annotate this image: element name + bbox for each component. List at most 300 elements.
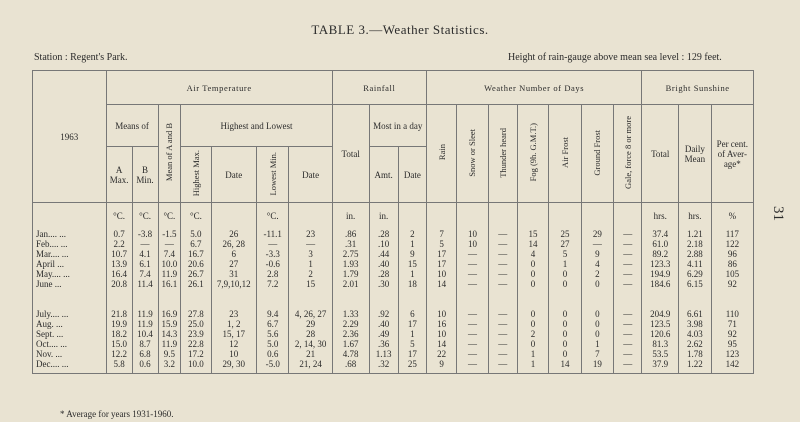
data-cell: 9 [426,359,456,369]
data-cell: 25 [398,359,426,369]
month-label: Dec.... ... [33,359,107,369]
month-row [33,339,754,349]
data-cell: .92 [369,309,398,319]
station-label: Station : Regent's Park. [34,52,128,63]
data-cell: 96 [711,249,753,259]
data-cell: — [488,229,517,239]
spacer-cell [181,369,211,374]
fog-header: Fog (9h. G.M.T.) [517,105,548,203]
month-row [33,359,754,369]
data-cell: 27.8 [181,309,211,319]
data-cell: 0.7 [106,229,132,239]
data-cell: 95 [711,339,753,349]
data-cell: 7.4 [158,249,181,259]
data-cell: 0 [581,319,613,329]
month-row [33,259,754,269]
mean-ab-header: Mean of A and B [158,105,181,203]
spacer-cell [517,369,548,374]
b-min-header: B Min. [132,147,158,203]
data-cell: 2.88 [679,249,711,259]
data-cell: 15.9 [158,319,181,329]
spacer-cell [289,289,332,309]
spacer-cell [132,369,158,374]
unit-label [549,203,581,230]
spacer-cell [332,369,369,374]
data-cell: 10 [426,309,456,319]
data-cell: 15 [398,259,426,269]
data-cell: — [132,239,158,249]
data-cell: 16.7 [181,249,211,259]
data-cell: 26.7 [181,269,211,279]
data-cell: 14.3 [158,329,181,339]
spacer-cell [549,369,581,374]
data-cell: 6 [398,309,426,319]
data-cell: — [457,339,488,349]
data-cell: 8.7 [132,339,158,349]
data-cell: 2 [398,229,426,239]
data-cell: 2.36 [332,329,369,339]
data-cell: 17 [398,319,426,329]
year-header: 1963 [33,71,107,203]
data-cell: 5.0 [181,229,211,239]
month-row [33,309,754,319]
data-cell: 7 [426,229,456,239]
data-cell: 20.6 [181,259,211,269]
data-cell: 22.8 [181,339,211,349]
data-cell: — [488,269,517,279]
month-row [33,229,754,239]
spacer-cell [332,289,369,309]
data-cell: 37.9 [642,359,679,369]
most-date-header: Date [398,147,426,203]
data-cell: 11.9 [158,269,181,279]
data-cell: 204.9 [642,309,679,319]
data-cell: 11.9 [158,339,181,349]
data-cell: 11.9 [132,319,158,329]
unit-label [457,203,488,230]
spacer-cell [211,289,256,309]
data-cell: -5.0 [257,359,289,369]
data-cell: 0 [549,269,581,279]
data-cell: — [614,259,642,269]
data-cell: 23 [211,309,256,319]
data-cell: 29, 30 [211,359,256,369]
data-cell: 3.98 [679,319,711,329]
data-cell: 71 [711,319,753,329]
rainfall-header: Rainfall [332,71,426,105]
data-cell: 6.7 [181,239,211,249]
data-cell: — [614,359,642,369]
data-cell: — [457,359,488,369]
data-cell: 2, 14, 30 [289,339,332,349]
month-label: Jan.... ... [33,229,107,239]
data-cell: 1.33 [332,309,369,319]
data-cell: 15, 17 [211,329,256,339]
spacer-cell [398,289,426,309]
data-cell: 4, 26, 27 [289,309,332,319]
data-cell: 17 [398,349,426,359]
month-label: July.... ... [33,309,107,319]
data-cell: 2.2 [106,239,132,249]
data-cell: 12 [211,339,256,349]
data-cell: — [457,269,488,279]
per-cent-header: Per cent. of Aver- age* [711,105,753,203]
data-cell: 142 [711,359,753,369]
data-cell: 26, 28 [211,239,256,249]
spacer-cell [132,289,158,309]
data-cell: — [488,279,517,289]
data-cell: 0 [549,339,581,349]
unit-label [488,203,517,230]
data-cell: 6.61 [679,309,711,319]
unit-label: °C. [181,203,211,230]
data-cell: .68 [332,359,369,369]
data-cell: 17 [426,249,456,259]
month-row [33,279,754,289]
ground-frost-header: Ground Frost [581,105,613,203]
footnote: * Average for years 1931-1960. [60,409,174,419]
data-cell: 4.03 [679,329,711,339]
data-cell: .10 [369,239,398,249]
rain-days-header: Rain [426,105,456,203]
data-cell: 23 [289,229,332,239]
data-cell: 81.3 [642,339,679,349]
spacer-cell [711,369,753,374]
data-cell: 1.67 [332,339,369,349]
spacer-cell [457,289,488,309]
data-cell: — [488,349,517,359]
unit-label: °C. [158,203,181,230]
data-cell: 89.2 [642,249,679,259]
data-cell: 7.2 [257,279,289,289]
data-cell: 1 [517,349,548,359]
snow-header: Snow or Sleet [457,105,488,203]
spacer-cell [369,289,398,309]
data-cell: 2 [517,329,548,339]
spacer-cell [106,289,132,309]
data-cell: 5 [398,339,426,349]
data-cell: — [581,239,613,249]
data-cell: 2.8 [257,269,289,279]
data-cell: .30 [369,279,398,289]
data-cell: 29 [289,319,332,329]
data-cell: 19.9 [106,319,132,329]
data-cell: — [614,279,642,289]
data-cell: 11.4 [132,279,158,289]
data-cell: 2.29 [332,319,369,329]
data-cell: 9.5 [158,349,181,359]
data-cell: 61.0 [642,239,679,249]
data-cell: 7.4 [132,269,158,279]
month-label: Nov. ... [33,349,107,359]
data-cell: 0 [581,309,613,319]
data-cell: — [614,249,642,259]
unit-label [398,203,426,230]
a-max-header: A Max. [106,147,132,203]
data-cell: 10 [211,349,256,359]
data-cell: 13.9 [106,259,132,269]
data-cell: 0.6 [132,359,158,369]
spacer-cell [679,289,711,309]
data-cell: 4.78 [332,349,369,359]
data-cell: — [614,269,642,279]
data-cell: 2.62 [679,339,711,349]
highest-lowest-header: Highest and Lowest [181,105,333,147]
data-cell: 9 [581,249,613,259]
data-cell: 1.93 [332,259,369,269]
spacer-cell [457,369,488,374]
data-cell: 31 [211,269,256,279]
data-cell: 37.4 [642,229,679,239]
spacer-cell [642,289,679,309]
data-cell: .36 [369,339,398,349]
month-row [33,329,754,339]
unit-label: % [711,203,753,230]
bright-sunshine-header: Bright Sunshine [642,71,754,105]
data-cell: 20.8 [106,279,132,289]
data-cell: 22 [426,349,456,359]
most-in-day-header: Most in a day [369,105,426,147]
data-cell: .44 [369,249,398,259]
data-cell: 0 [517,309,548,319]
data-cell: 6.15 [679,279,711,289]
data-cell: .86 [332,229,369,239]
spacer-cell [581,289,613,309]
month-label: Mar.... ... [33,249,107,259]
data-cell: 19 [581,359,613,369]
spacer-cell [549,289,581,309]
data-cell: 1 [289,259,332,269]
data-cell: .49 [369,329,398,339]
data-cell: — [614,319,642,329]
data-cell: 1 [549,259,581,269]
spacer-cell [369,369,398,374]
month-label: Feb.... ... [33,239,107,249]
data-cell: 23.9 [181,329,211,339]
data-cell: 16.9 [158,309,181,319]
spacer-cell [33,289,107,309]
data-cell: 10 [457,239,488,249]
unit-label: in. [369,203,398,230]
data-cell: 0 [517,279,548,289]
data-cell: 5 [426,239,456,249]
month-label: Sept. ... [33,329,107,339]
data-cell: 14 [549,359,581,369]
spacer-cell [211,369,256,374]
data-cell: — [488,319,517,329]
data-cell: 194.9 [642,269,679,279]
spacer-cell [398,369,426,374]
data-cell: 10.7 [106,249,132,259]
spacer-cell [289,369,332,374]
data-cell: — [614,349,642,359]
data-cell: 6.29 [679,269,711,279]
data-cell: — [614,339,642,349]
data-cell: 1.13 [369,349,398,359]
data-cell: — [457,329,488,339]
data-cell: 2.18 [679,239,711,249]
data-cell: — [457,309,488,319]
data-cell: 0 [549,279,581,289]
data-cell: 5.8 [106,359,132,369]
highest-max-header: Highest Max. [181,147,211,203]
data-cell: 1 [398,329,426,339]
spacer-cell [517,289,548,309]
data-cell: .28 [369,229,398,239]
data-cell: 7,9,10,12 [211,279,256,289]
data-cell: 14 [517,239,548,249]
page-number: 31 [770,206,786,221]
spacer-cell [181,289,211,309]
units-spacer [33,203,107,230]
data-cell: 4 [581,259,613,269]
data-cell: 1.79 [332,269,369,279]
data-cell: 17.2 [181,349,211,359]
spacer-cell [679,369,711,374]
means-of-header: Means of [106,105,158,147]
data-cell: 2 [289,269,332,279]
data-cell: 4.11 [679,259,711,269]
unit-label: hrs. [679,203,711,230]
data-cell: 110 [711,309,753,319]
thunder-header: Thunder heard [488,105,517,203]
data-cell: — [614,329,642,339]
data-cell: 25.0 [181,319,211,329]
spacer-cell [614,369,642,374]
data-cell: 21.8 [106,309,132,319]
data-cell: 6.7 [257,319,289,329]
data-cell: 6.8 [132,349,158,359]
data-cell: 11.9 [132,309,158,319]
spacer-cell [488,369,517,374]
data-cell: 15 [289,279,332,289]
sunshine-total-header: Total [642,105,679,203]
month-row [33,269,754,279]
lowest-min-header: Lowest Min. [257,147,289,203]
unit-label [211,203,256,230]
data-cell: — [614,229,642,239]
month-label: Oct.... ... [33,339,107,349]
data-cell: 18 [398,279,426,289]
data-cell: 14 [426,279,456,289]
data-cell: — [158,239,181,249]
data-cell: .40 [369,319,398,329]
data-cell: 26.1 [181,279,211,289]
data-cell: 117 [711,229,753,239]
month-label: May.... ... [33,269,107,279]
data-cell: 16.1 [158,279,181,289]
spacer-cell [33,369,107,374]
data-cell: 0 [581,329,613,339]
data-cell: 5 [549,249,581,259]
data-cell: — [457,249,488,259]
spacer-cell [581,369,613,374]
data-cell: 1 [581,339,613,349]
data-cell: 25 [549,229,581,239]
data-cell: 27 [211,259,256,269]
data-cell: 21 [289,349,332,359]
daily-mean-header: Daily Mean [679,105,711,203]
data-cell: 1.22 [679,359,711,369]
data-cell: 10.0 [181,359,211,369]
data-cell: — [257,239,289,249]
unit-label: in. [332,203,369,230]
data-cell: 1 [398,239,426,249]
data-cell: 0.6 [257,349,289,359]
data-cell: 10.4 [132,329,158,339]
data-cell: 184.6 [642,279,679,289]
data-cell: 0 [517,319,548,329]
data-cell: — [457,349,488,359]
month-row [33,239,754,249]
weather-days-header: Weather Number of Days [426,71,641,105]
data-cell: — [614,309,642,319]
data-cell: — [488,339,517,349]
data-cell: 0 [581,279,613,289]
data-cell: 1, 2 [211,319,256,329]
data-cell: 15.0 [106,339,132,349]
data-cell: 29 [581,229,613,239]
data-cell: 0 [517,339,548,349]
data-cell: 9 [398,249,426,259]
rain-gauge-height: Height of rain-gauge above mean sea level : 129 feet. [508,52,722,63]
data-cell: — [488,249,517,259]
data-cell: — [457,319,488,329]
data-cell: 2 [581,269,613,279]
data-cell: 0 [549,319,581,329]
data-cell: .40 [369,259,398,269]
data-cell: 1 [517,359,548,369]
data-cell: -11.1 [257,229,289,239]
data-cell: 14 [426,339,456,349]
rain-total-header: Total [332,105,369,203]
data-cell: 0 [517,269,548,279]
data-cell: — [614,239,642,249]
spacer-cell [158,369,181,374]
highest-date-header: Date [211,147,256,203]
data-cell: 3 [289,249,332,259]
data-cell: .32 [369,359,398,369]
data-cell: -3.8 [132,229,158,239]
data-cell: 5.6 [257,329,289,339]
data-cell: 4.1 [132,249,158,259]
data-cell: — [488,359,517,369]
lowest-date-header: Date [289,147,332,203]
data-cell: 123 [711,349,753,359]
data-cell: — [488,309,517,319]
unit-label [614,203,642,230]
unit-label: °C. [257,203,289,230]
data-cell: -0.6 [257,259,289,269]
data-cell: 10 [426,269,456,279]
table-bottom [33,369,754,374]
data-cell: — [488,259,517,269]
unit-label: °C. [132,203,158,230]
data-cell: 12.2 [106,349,132,359]
gale-header: Gale, force 8 or more [614,105,642,203]
data-cell: 92 [711,279,753,289]
data-cell: 6 [211,249,256,259]
spacer-cell [257,369,289,374]
data-cell: 10 [457,229,488,239]
data-cell: 1.21 [679,229,711,239]
data-cell: .28 [369,269,398,279]
data-cell: 17 [426,259,456,269]
half-year-gap [33,289,754,309]
month-row [33,349,754,359]
unit-label: hrs. [642,203,679,230]
data-cell: 4 [517,249,548,259]
